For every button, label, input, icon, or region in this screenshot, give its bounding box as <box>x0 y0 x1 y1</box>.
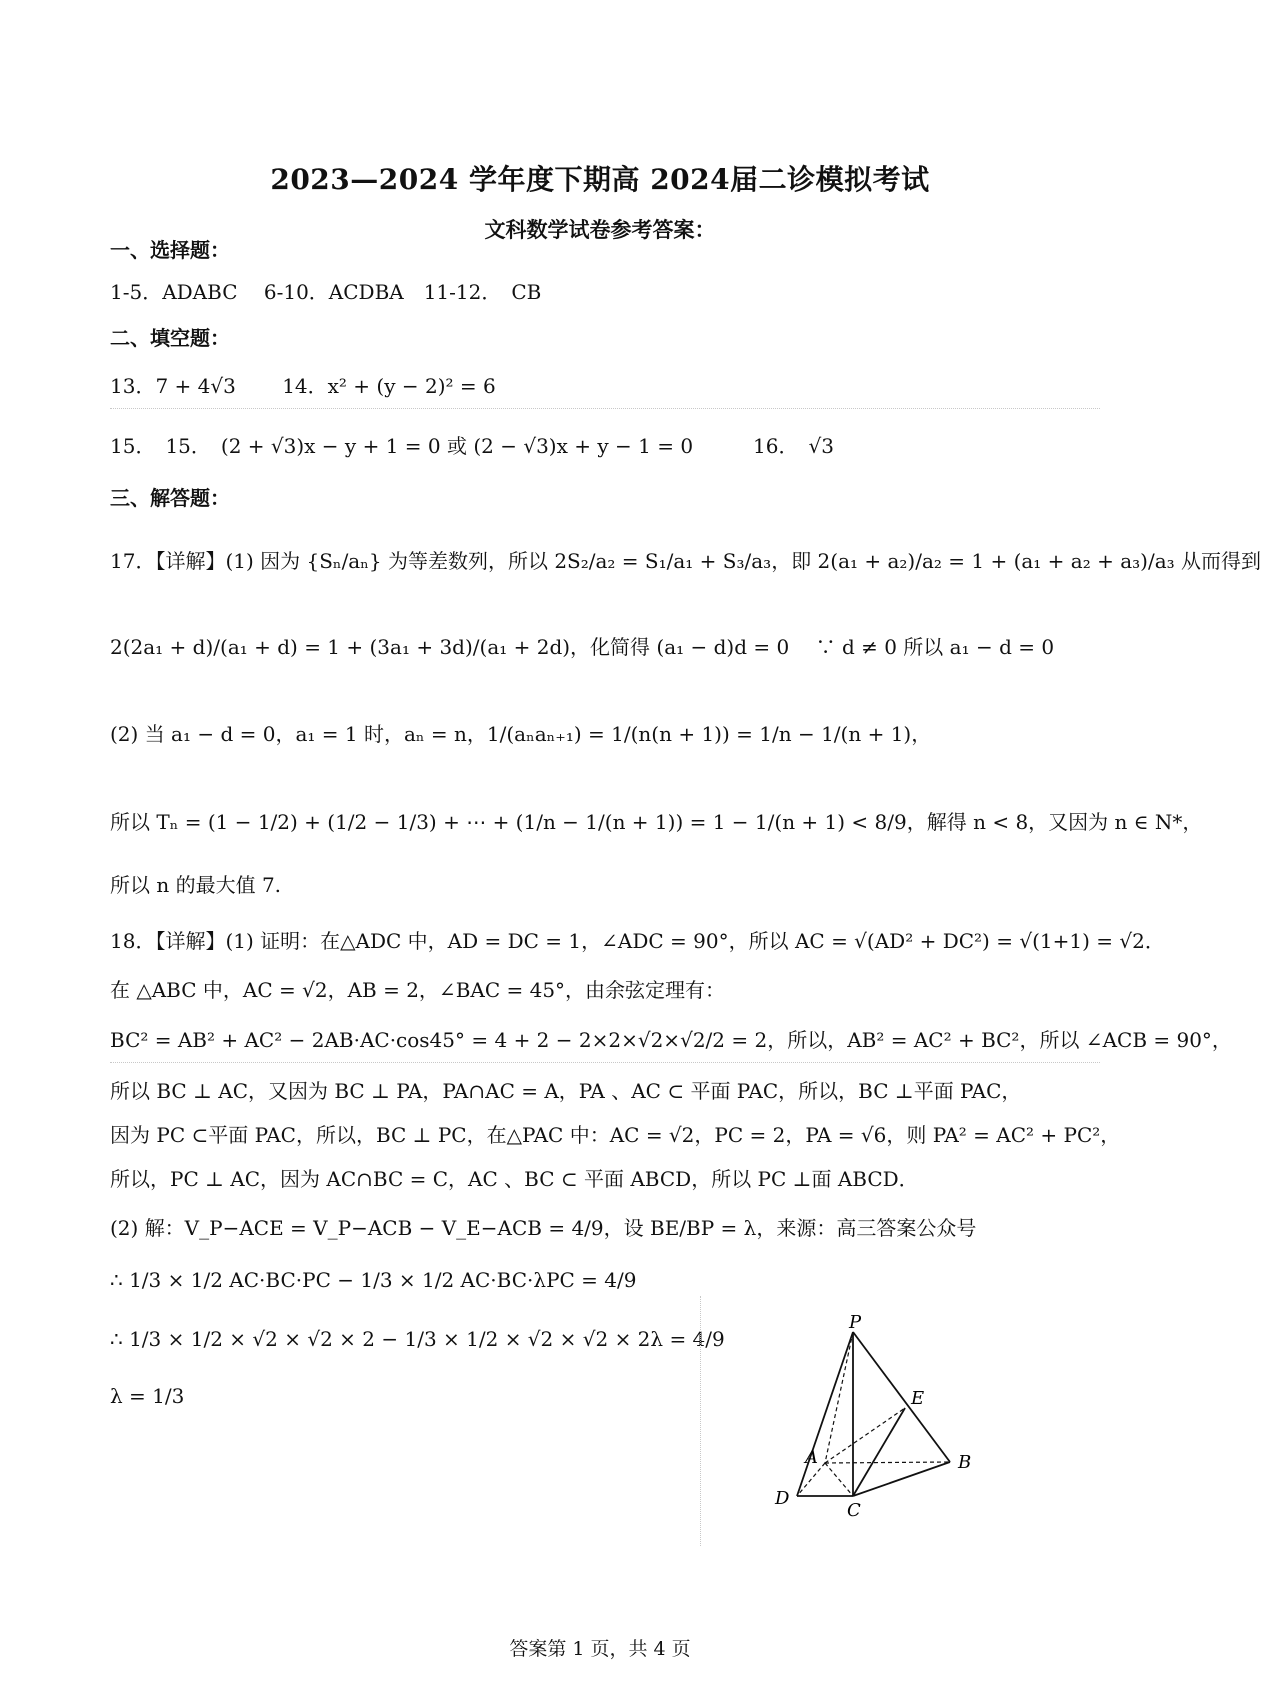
vertex-label-b: B <box>958 1452 972 1473</box>
vertex-label-a: A <box>805 1447 818 1468</box>
page-title: 2023—2024 学年度下期高 2024届二诊模拟考试 <box>270 163 930 196</box>
q17-line-1: 17．【详解】(1) 因为 {Sₙ/aₙ} 为等差数列，所以 2S₂/a₂ = S₁/a₁ + S₃/a₃，即 2(a₁ + a₂)/a₂ = 1 + (a₁ + a₂ + a₃)/a₃ 从而得到 <box>110 549 1261 573</box>
q18-line-1: 18．【详解】(1) 证明：在△ADC 中，AD = DC = 1，∠ADC = 90°，所以 AC = √(AD² + DC²) = √(1+1) = √2． <box>110 929 1165 953</box>
edge-cb <box>853 1462 950 1496</box>
edge-ce <box>853 1408 905 1496</box>
edge-pb <box>853 1332 950 1462</box>
edge-ab <box>825 1462 950 1463</box>
choice-answers: 1-5．ADABC 6-10．ACDBA 11-12． CB <box>110 280 542 304</box>
fill-answers-13-14: 13．7 + 4√3 14．x² + (y − 2)² = 6 <box>110 374 496 398</box>
q18-line-4: 所以 BC ⊥ AC，又因为 BC ⊥ PA，PA∩AC = A，PA 、AC ⊂ 平面 PAC，所以，BC ⊥平面 PAC， <box>110 1079 1022 1103</box>
q18-line-3: BC² = AB² + AC² − 2AB·AC·cos45° = 4 + 2 − 2×2×√2×√2/2 = 2，所以，AB² = AC² + BC²，所以 ∠ACB = 90°， <box>110 1028 1232 1052</box>
q18-line-10: λ = 1/3 <box>110 1384 185 1408</box>
vertex-label-d: D <box>775 1488 790 1509</box>
q17-line-5: 所以 n 的最大值 7. <box>110 873 282 897</box>
q18-line-9: ∴ 1/3 × 1/2 × √2 × √2 × 2 − 1/3 × 1/2 × √2 × √2 × 2λ = 4/9 <box>110 1327 725 1351</box>
q17-line-2: 2(2a₁ + d)/(a₁ + d) = 1 + (3a₁ + 3d)/(a₁ + 2d)，化简得 (a₁ − d)d = 0 ∵ d ≠ 0 所以 a₁ − d = 0 <box>110 635 1055 659</box>
pyramid-diagram <box>775 1312 1035 1521</box>
edge-pa <box>825 1332 853 1463</box>
edge-ac <box>825 1463 853 1496</box>
q18-line-5: 因为 PC ⊂平面 PAC，所以，BC ⊥ PC，在△PAC 中：AC = √2，PC = 2，PA = √6，则 PA² = AC² + PC²， <box>110 1123 1121 1147</box>
page-subtitle: 文科数学试卷参考答案： <box>484 217 716 242</box>
q17-line-3: (2) 当 a₁ − d = 0，a₁ = 1 时，aₙ = n，1/(aₙaₙ₊₁) = 1/(n(n + 1)) = 1/n − 1/(n + 1)， <box>110 722 932 746</box>
vertex-label-c: C <box>847 1500 861 1521</box>
q18-line-7: (2) 解：V_P−ACE = V_P−ACB − V_E−ACB = 4/9，设 BE/BP = λ，来源：高三答案公众号 <box>110 1216 977 1240</box>
dotted-divider <box>110 1062 1100 1063</box>
figure-left-border <box>700 1296 701 1546</box>
edge-ae <box>825 1408 905 1463</box>
fill-answers-15-16: 15． 15． (2 + √3)x − y + 1 = 0 或 (2 − √3)x + y − 1 = 0 16． √3 <box>110 434 834 458</box>
choice-heading: 一、选择题： <box>110 238 230 262</box>
pyramid-figure <box>775 1312 1035 1521</box>
vertex-label-e: E <box>911 1388 925 1409</box>
q18-line-6: 所以，PC ⊥ AC，因为 AC∩BC = C，AC 、BC ⊂ 平面 ABCD，所以 PC ⊥面 ABCD． <box>110 1167 919 1191</box>
solve-heading: 三、解答题： <box>110 486 230 510</box>
edge-pd <box>797 1332 853 1496</box>
q18-line-8: ∴ 1/3 × 1/2 AC·BC·PC − 1/3 × 1/2 AC·BC·λPC = 4/9 <box>110 1268 637 1292</box>
vertex-label-p: P <box>849 1312 862 1333</box>
fill-heading: 二、填空题： <box>110 326 230 350</box>
q17-line-4: 所以 Tₙ = (1 − 1/2) + (1/2 − 1/3) + ⋯ + (1/n − 1/(n + 1)) = 1 − 1/(n + 1) < 8/9，解得 n < 8，又因为 n ∈ N*， <box>110 810 1203 834</box>
dotted-divider <box>110 408 1100 409</box>
page-footer: 答案第 1 页，共 4 页 <box>509 1638 691 1660</box>
q18-line-2: 在 △ABC 中，AC = √2，AB = 2，∠BAC = 45°，由余弦定理有： <box>110 978 726 1002</box>
